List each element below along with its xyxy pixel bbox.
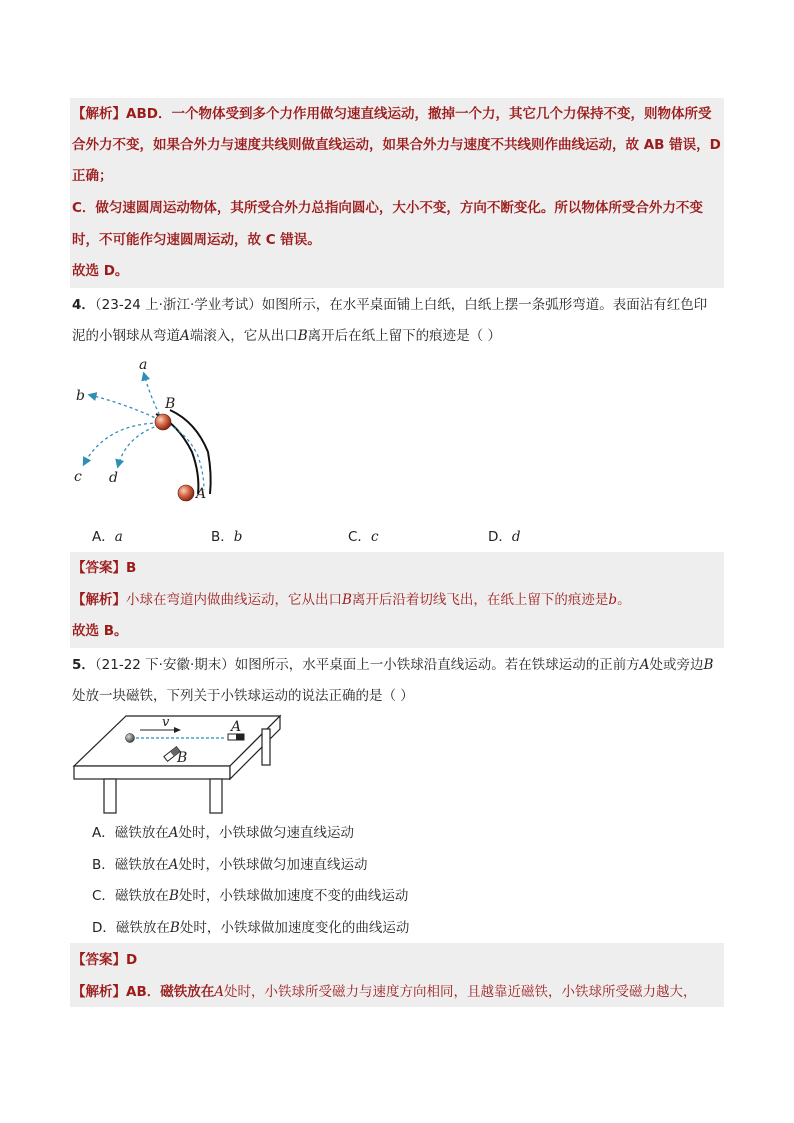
label-A: A bbox=[196, 486, 207, 502]
table-leg bbox=[104, 779, 116, 813]
q5-answer: 【答案】D bbox=[72, 952, 138, 968]
question-source: （23-24 上·浙江·学业考试） bbox=[94, 297, 262, 313]
q4-stem-line2: 泥的小钢球从弯道A端滚入，它从出口B离开后在纸上留下的痕迹是（ ） bbox=[72, 328, 501, 344]
question-number: 5． bbox=[72, 657, 95, 673]
q5-stem-line2: 处放一块磁铁，下列关于小铁球运动的说法正确的是（ ） bbox=[72, 688, 414, 704]
trajectory-d bbox=[118, 425, 160, 466]
ball-at-A bbox=[178, 485, 194, 501]
label-d: d bbox=[109, 470, 118, 486]
label-b: b bbox=[76, 388, 85, 404]
analysis-tag: 【解析】 bbox=[72, 106, 126, 122]
q3-analysis-line4: C．做匀速圆周运动物体，其所受合外力总指向圆心，大小不变，方向不断变化。所以物体所受合外力不变 bbox=[72, 200, 703, 216]
label-B: B bbox=[177, 750, 188, 766]
q5-option-a[interactable]: A．磁铁放在A处时，小铁球做匀速直线运动 bbox=[92, 825, 354, 841]
label-A: A bbox=[231, 719, 242, 735]
label-a: a bbox=[139, 357, 148, 373]
q3-analysis-block bbox=[70, 98, 724, 288]
q5-option-d[interactable]: D．磁铁放在B处时，小铁球做加速度变化的曲线运动 bbox=[92, 920, 410, 936]
q5-option-b[interactable]: B．磁铁放在A处时，小铁球做匀加速直线运动 bbox=[92, 857, 368, 873]
trajectory-b bbox=[90, 395, 160, 420]
q4-option-a[interactable]: A．a bbox=[92, 529, 123, 545]
table-leg bbox=[262, 729, 270, 765]
q5-stem-line1: 5．（21-22 下·安徽·期末）如图所示，水平桌面上一小铁球沿直线运动。若在铁球运动的正前方A处或旁边B bbox=[72, 657, 714, 673]
question-number: 4． bbox=[72, 297, 95, 313]
label-c: c bbox=[74, 469, 82, 485]
q4-stem-line1: 4．（23-24 上·浙江·学业考试）如图所示，在水平桌面铺上白纸，白纸上摆一条弧形弯道。表面沾有红色印 bbox=[72, 297, 708, 313]
trajectory-c bbox=[84, 423, 159, 464]
question-source: （21-22 下·安徽·期末） bbox=[94, 657, 235, 673]
table-leg bbox=[210, 779, 222, 813]
q4-option-b[interactable]: B．b bbox=[211, 529, 243, 545]
label-B: B bbox=[165, 396, 176, 412]
q4-option-d[interactable]: D．d bbox=[488, 529, 521, 545]
ball-at-B bbox=[155, 414, 171, 430]
q4-conclusion: 故选 B。 bbox=[72, 623, 128, 639]
q5-table-figure bbox=[70, 712, 285, 818]
q5-option-c[interactable]: C．磁铁放在B处时，小铁球做加速度不变的曲线运动 bbox=[92, 888, 409, 904]
q3-analysis-line2: 合外力不变，如果合外力与速度共线则做直线运动，如果合外力与速度不共线则作曲线运动，故 AB 错误，D bbox=[72, 137, 721, 153]
q3-analysis-line1: 【解析】ABD．一个物体受到多个力作用做匀速直线运动，撤掉一个力，其它几个力保持不变，则物体所受 bbox=[72, 106, 712, 122]
q4-curved-track-figure bbox=[66, 352, 236, 512]
label-v: v bbox=[162, 715, 170, 730]
q3-analysis-line5: 时，不可能作匀速圆周运动，故 C 错误。 bbox=[72, 232, 321, 248]
q3-conclusion: 故选 D。 bbox=[72, 263, 129, 279]
iron-ball bbox=[126, 734, 135, 743]
q3-analysis-line3: 正确； bbox=[72, 168, 113, 184]
q4-option-c[interactable]: C．c bbox=[348, 529, 379, 545]
q4-analysis: 【解析】小球在弯道内做曲线运动，它从出口B离开后沿着切线飞出，在纸上留下的痕迹是b。 bbox=[72, 592, 631, 608]
table-front-edge bbox=[74, 766, 230, 779]
q4-answer: 【答案】B bbox=[72, 560, 137, 576]
q5-analysis: 【解析】AB．磁铁放在A处时，小铁球所受磁力与速度方向相同，且越靠近磁铁，小铁球所受磁力越大， bbox=[72, 984, 697, 1000]
trajectory-a bbox=[144, 374, 162, 420]
